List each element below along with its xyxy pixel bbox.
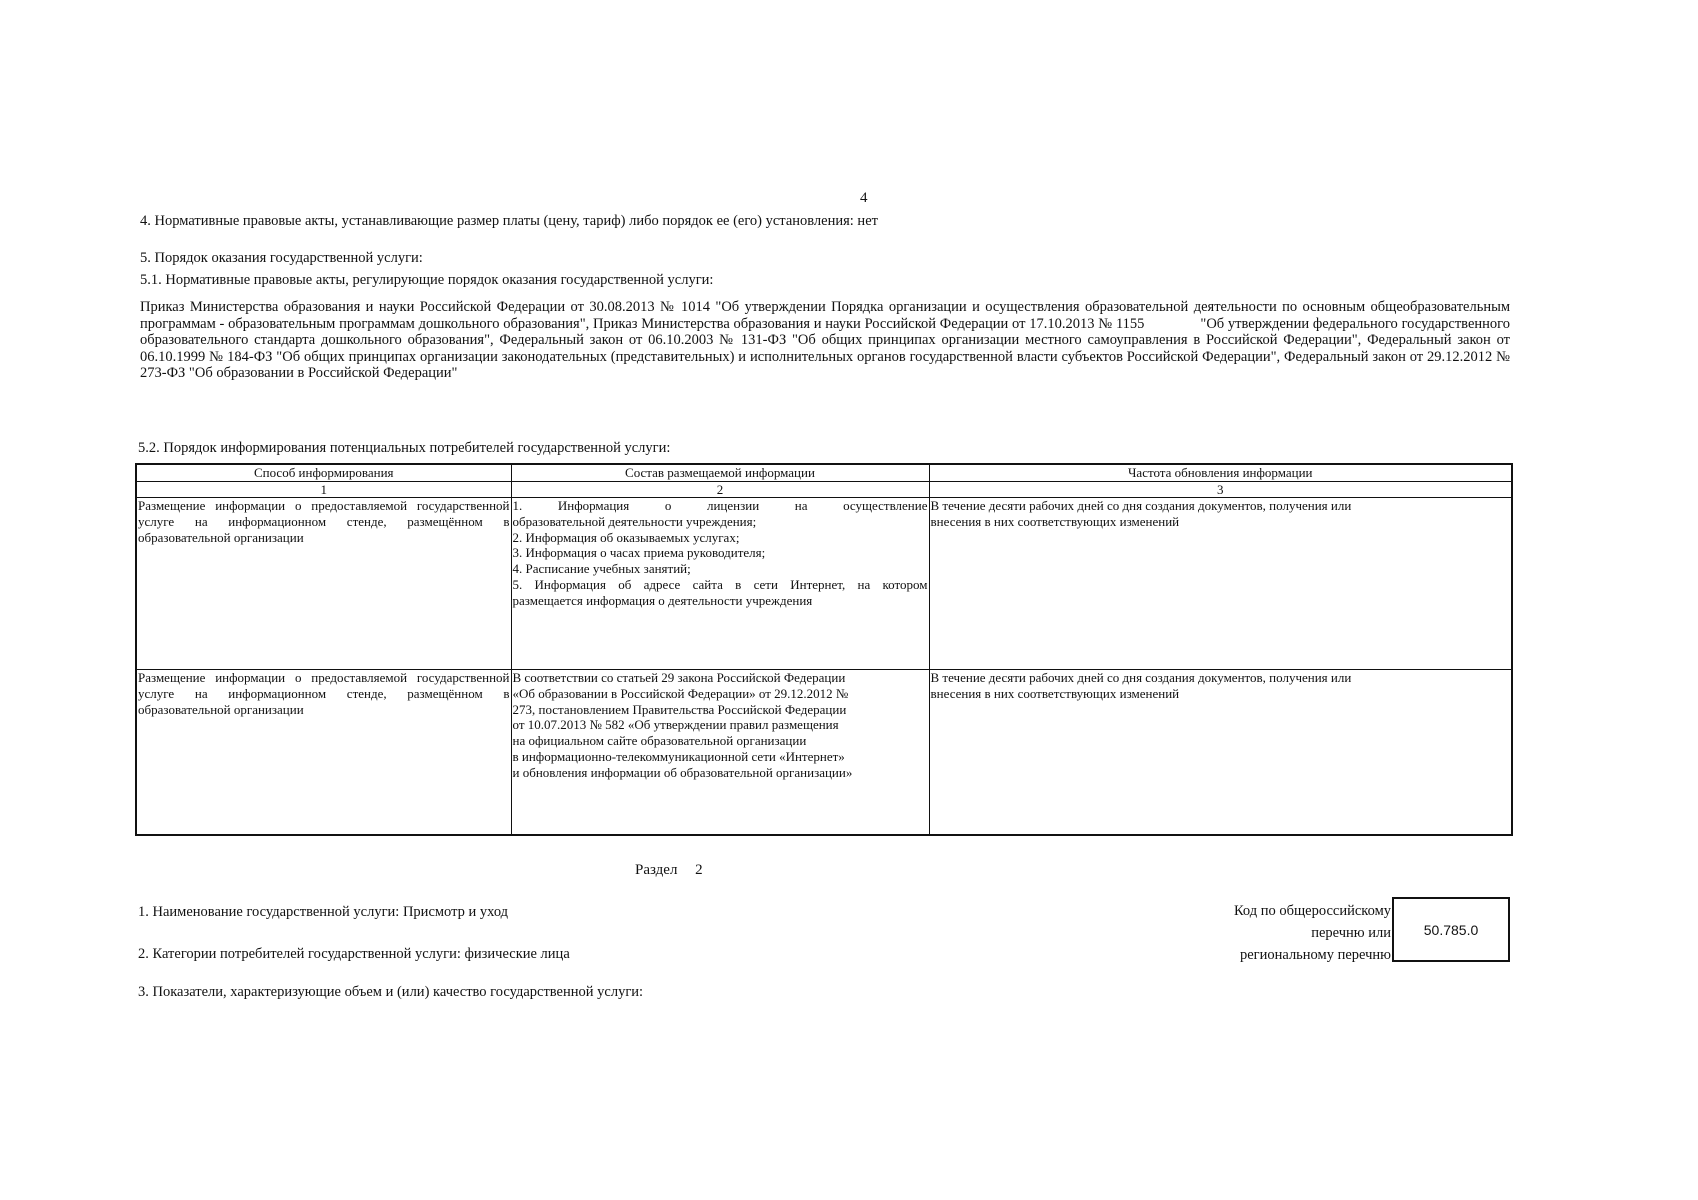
- row2-frequency-text: В течение десяти рабочих дней со дня создания документов, получения или внесения в них соответствующих изменений: [930, 670, 1352, 701]
- acts-text-part1: Приказ Министерства образования и науки Российской Федерации от 30.08.2013 № 1014 "Об утверждении Порядка организации и осуществления образовательной деятельности по основным общеобразовательным программам - образовательным программам дошкольного образования", Приказ Министерства образования и науки Российской Федерации от 17.10.2013 № 1155: [140, 299, 1510, 332]
- table-row: [136, 670, 1512, 836]
- row1-content-line: 3. Информация о часах приема руководителя;: [512, 545, 766, 561]
- row2-content-line: 273, постановлением Правительства Российской Федерации: [512, 701, 847, 717]
- registry-code-label: [1234, 900, 1391, 966]
- regulatory-acts-paragraph: [140, 299, 1510, 382]
- table-row: [136, 498, 1512, 670]
- item-5-1-regulatory-acts: 5.1. Нормативные правовые акты, регулирующие порядок оказания государственной услуги:: [140, 272, 714, 288]
- registry-code-label-line: перечню или: [1311, 925, 1391, 941]
- header-frequency: Частота обновления информации: [929, 464, 1512, 482]
- registry-code-label-line: региональному перечню: [1239, 947, 1391, 963]
- row1-content-line: 5. Информация об адресе сайта в сети Интернет, на котором: [512, 576, 928, 592]
- row2-content-line: «Об образовании в Российской Федерации» от 29.12.2012 №: [512, 685, 849, 701]
- registry-code-value: 50.785.0: [1392, 897, 1510, 962]
- row2-content-line: на официальном сайте образовательной организации: [512, 733, 807, 749]
- row1-frequency-text: В течение десяти рабочих дней со дня создания документов, получения или внесения в них соответствующих изменений: [930, 498, 1352, 529]
- item-5-2-informing-order: 5.2. Порядок информирования потенциальных потребителей государственной услуги:: [138, 440, 671, 456]
- row1-content-line: размещается информация о деятельности учреждения: [512, 592, 813, 608]
- table-header-row: [136, 464, 1512, 482]
- page-number: 4: [860, 190, 868, 206]
- column-number-2: 2: [511, 482, 929, 498]
- row2-content-line: от 10.07.2013 № 582 «Об утверждении правил размещения: [512, 717, 839, 733]
- section-heading: Раздел 2: [635, 862, 703, 878]
- column-number-1: 1: [136, 482, 511, 498]
- informing-table: [135, 463, 1513, 836]
- registry-code-label-line: Код по общероссийскому: [1233, 903, 1391, 919]
- indicators-heading: 3. Показатели, характеризующие объем и (или) качество государственной услуги:: [138, 984, 644, 1000]
- item-4-fee-acts: 4. Нормативные правовые акты, устанавливающие размер платы (цену, тариф) либо порядок ее (его) установления: нет: [140, 213, 878, 229]
- row1-method: Размещение информации о предоставляемой государственной услуге на информационном стенде, размещённом в образовательной организации: [136, 498, 511, 670]
- row1-content-line: 4. Расписание учебных занятий;: [512, 561, 691, 577]
- table-number-row: [136, 482, 1512, 498]
- row2-method: Размещение информации о предоставляемой государственной услуге на информационном стенде, размещённом в образовательной организации: [136, 670, 511, 836]
- row2-content-line: и обновления информации об образовательной организации»: [512, 764, 853, 780]
- row2-content-line: в информационно-телекоммуникационной сети «Интернет»: [512, 748, 845, 764]
- row2-content-line: В соответствии со статьей 29 закона Российской Федерации: [512, 670, 846, 685]
- row1-content-line: 2. Информация об оказываемых услугах;: [512, 529, 740, 545]
- header-content: Состав размещаемой информации: [511, 464, 929, 482]
- header-method: Способ информирования: [136, 464, 511, 482]
- service-name: 1. Наименование государственной услуги: Присмотр и уход: [138, 904, 509, 920]
- column-number-3: 3: [929, 482, 1512, 498]
- row1-content-line: 1. Информация о лицензии на осуществление: [512, 498, 928, 513]
- row1-content: [511, 498, 929, 670]
- item-5-procedure: 5. Порядок оказания государственной услуги:: [140, 250, 423, 266]
- row1-frequency: [929, 498, 1512, 670]
- row2-frequency: [929, 670, 1512, 836]
- row1-content-line: образовательной деятельности учреждения;: [512, 513, 757, 529]
- acts-text-part2: "Об утверждении федерального государственного образовательного стандарта дошкольного образования", Федеральный закон от 06.10.2003 № 131-ФЗ "Об общих принципах организации местного самоуправления в Российской Федерации", Федеральный закон от 06.10.1999 № 184-ФЗ "Об общих принципах организации законодательных (представительных) и исполнительных органов государственной власти субъектов Российской Федерации", Федеральный закон от 29.12.2012 № 273-ФЗ "Об образовании в Российской Федерации": [140, 315, 1510, 381]
- row2-content: [511, 670, 929, 836]
- consumer-categories: 2. Категории потребителей государственной услуги: физические лица: [138, 946, 570, 962]
